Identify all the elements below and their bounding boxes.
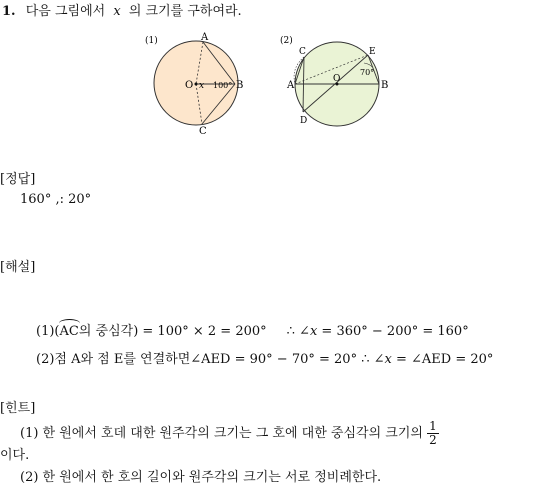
figure-2 xyxy=(275,30,395,138)
figure-2-point-b: B xyxy=(381,80,389,91)
figure-2-point-o: O xyxy=(333,74,341,84)
explanation-line-1-suffix: 의 중심각) = 100° × 2 = 200° xyxy=(78,324,267,339)
explanation-line-1 xyxy=(36,320,469,339)
hint-line-1-end: 이다. xyxy=(0,448,30,463)
figure-1-point-b: B xyxy=(236,80,244,91)
problem-variable: x xyxy=(113,4,121,19)
hint-line-2: (2) 한 원에서 한 호의 길이와 원주각의 크기는 서로 정비례한다. xyxy=(20,470,382,485)
explanation-line-2 xyxy=(36,348,493,367)
arc-ac: AC xyxy=(59,324,79,339)
hint-line-1-text: (1) 한 원에서 호데 대한 원주각의 크기는 그 호에 대한 중심각의 크기의 xyxy=(20,426,423,441)
explanation-line-2-result: = ∠AED = 20° xyxy=(391,352,494,367)
explanation-line-1-therefore: ∴ ∠ xyxy=(286,324,310,339)
answer-text: 160° ,: 20° xyxy=(20,192,92,207)
figure-1-angle-value: 100° xyxy=(213,81,233,90)
figure-2-point-e: E xyxy=(369,47,376,57)
fraction-one-half xyxy=(427,420,439,447)
fraction-numerator: 1 xyxy=(429,419,437,433)
explanation-line-2-prefix: (2)점 A와 점 E를 연결하면∠AED = 90° − 70° = 20° ∴ ∠ xyxy=(36,352,385,367)
figure-1-point-c: C xyxy=(199,126,207,137)
explanation-heading: [해설] xyxy=(0,260,36,275)
explanation-line-1-var: x xyxy=(309,324,318,339)
figure-1 xyxy=(140,30,250,138)
explanation-line-2-var: x xyxy=(384,352,392,367)
figure-2-angle-value: 70° xyxy=(360,68,375,77)
hint-heading: [힌트] xyxy=(0,401,36,416)
problem-number: 1. xyxy=(2,4,16,19)
figure-1-label: (1) xyxy=(145,36,158,46)
problem-text-before: 다음 그림에서 xyxy=(25,4,106,19)
figure-1-point-a: A xyxy=(201,32,209,43)
problem-text-after: 의 크기를 구하여라. xyxy=(128,4,242,19)
problem-statement xyxy=(2,0,242,19)
fraction-denominator: 2 xyxy=(429,433,437,447)
figure-2-point-a: A xyxy=(287,80,295,91)
figure-2-point-d: D xyxy=(300,116,308,126)
explanation-line-1-prefix: (1)( xyxy=(36,324,60,339)
explanation-line-1-result: = 360° − 200° = 160° xyxy=(317,324,469,339)
answer-heading: [정답] xyxy=(0,172,36,187)
figure-2-label: (2) xyxy=(280,36,293,46)
figure-2-point-c: C xyxy=(299,47,306,57)
figure-1-angle-x: x xyxy=(199,81,205,91)
figure-1-point-o: O xyxy=(185,80,194,91)
hint-line-1 xyxy=(20,420,439,447)
